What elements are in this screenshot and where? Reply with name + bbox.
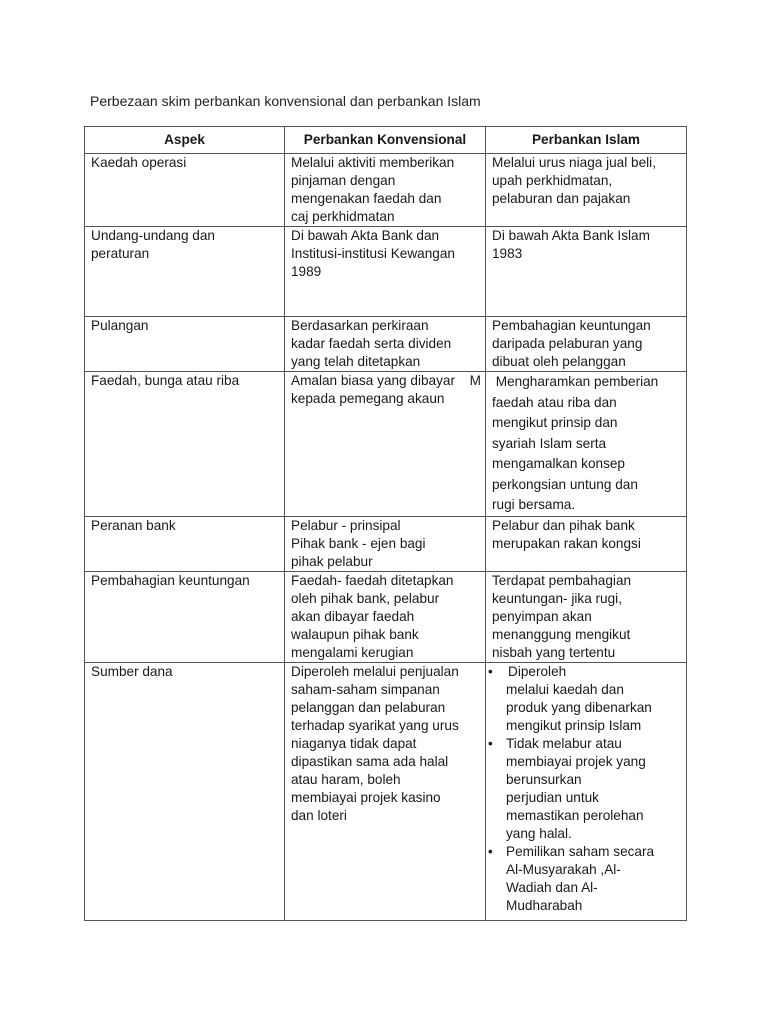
header-konvensional: Perbankan Konvensional <box>285 127 486 154</box>
islamic-cell <box>486 317 687 372</box>
cell-line: walaupun pihak bank <box>291 626 419 642</box>
cell-line: akan dibayar faedah <box>291 608 415 624</box>
cell-line: upah perkhidmatan, <box>492 173 613 188</box>
cell-line: keuntungan- jika rugi, <box>492 590 622 606</box>
cell-line: dipastikan sama ada halal <box>291 753 449 769</box>
aspect-cell: Faedah, bunga atau riba <box>85 372 285 517</box>
aspect-cell: Kaedah operasi <box>85 154 285 227</box>
bullet-item <box>488 843 682 915</box>
cell-line: Diperoleh <box>508 663 567 679</box>
cell-line: Melalui urus niaga jual beli, <box>492 155 656 170</box>
cell-line: dibuat oleh pelanggan <box>492 354 626 369</box>
document-title: Perbezaan skim perbankan konvensional dan perbankan Islam <box>90 93 481 109</box>
bullet-list <box>488 663 682 915</box>
cell-line: Al-Musyarakah ,Al- <box>506 861 621 877</box>
cell-line: Amalan biasa yang dibayar <box>291 373 455 388</box>
cell-line: pelaburan dan pajakan <box>492 191 631 206</box>
aspect-cell: Pembahagian keuntungan <box>85 571 285 662</box>
islamic-cell <box>486 372 687 517</box>
cell-line: terhadap syarikat yang urus <box>291 717 459 733</box>
cell-line: kadar faedah serta dividen <box>291 336 452 351</box>
islamic-cell <box>486 154 687 227</box>
aspect-cell <box>85 227 285 317</box>
cell-line: Melalui aktiviti memberikan <box>291 155 455 170</box>
cell-line: Pelabur dan pihak bank <box>492 517 635 533</box>
cell-line: produk yang dibenarkan <box>506 699 652 715</box>
cell-line: Diperoleh melalui penjualan <box>291 663 459 679</box>
bullet-icon: • <box>488 843 493 859</box>
cell-line: mengenakan faedah dan <box>291 191 442 206</box>
conventional-cell <box>285 317 486 372</box>
cell-line: Institusi-institusi Kewangan <box>291 246 455 261</box>
cell-line: Mudharabah <box>506 897 583 913</box>
cell-line: Berdasarkan perkiraan <box>291 318 429 333</box>
stray-mark: M <box>469 373 481 388</box>
cell-line: oleh pihak bank, pelabur <box>291 590 440 606</box>
cell-line: membiayai projek yang <box>506 753 646 769</box>
cell-line: Pemilikan saham secara <box>506 843 655 859</box>
conventional-cell <box>285 372 486 517</box>
cell-line: melalui kaedah dan <box>506 681 624 697</box>
conventional-cell <box>285 662 486 920</box>
cell-line: membiayai projek kasino <box>291 789 441 805</box>
cell-line: Wadiah dan Al- <box>506 879 598 895</box>
islamic-cell <box>486 571 687 662</box>
table-row <box>85 662 687 920</box>
comparison-table <box>84 126 687 921</box>
cell-line: perjudian untuk <box>506 789 599 805</box>
table-row <box>85 571 687 662</box>
cell-line: menanggung mengikut <box>492 626 631 642</box>
cell-line: syariah Islam serta <box>492 435 607 451</box>
table-row <box>85 372 687 517</box>
bullet-icon: • <box>488 663 493 679</box>
cell-line: pelanggan dan pelaburan <box>291 699 446 715</box>
cell-line: atau haram, boleh <box>291 771 401 787</box>
cell-line: nisbah yang tertentu <box>492 644 616 660</box>
cell-line: faedah atau riba dan <box>492 394 617 410</box>
cell-line: penyimpan akan <box>492 608 592 624</box>
table-row <box>85 154 687 227</box>
conventional-cell <box>285 227 486 317</box>
cell-line: Terdapat pembahagian <box>492 572 632 588</box>
table-row <box>85 227 687 317</box>
cell-line: niaganya tidak dapat <box>291 735 417 751</box>
table-row <box>85 516 687 571</box>
cell-line: berunsurkan <box>506 771 582 787</box>
cell-line: pihak pelabur <box>291 553 373 569</box>
cell-line: Di bawah Akta Bank dan <box>291 228 440 243</box>
islamic-cell <box>486 227 687 317</box>
cell-line: Undang-undang dan <box>91 228 215 243</box>
aspect-cell: Pulangan <box>85 317 285 372</box>
cell-line: Pihak bank - ejen bagi <box>291 535 426 551</box>
table-row <box>85 317 687 372</box>
cell-line: perkongsian untung dan <box>492 476 638 492</box>
bullet-icon: • <box>488 735 493 751</box>
cell-line: Tidak melabur atau <box>506 735 622 751</box>
cell-line: caj perkhidmatan <box>291 209 395 224</box>
bullet-item <box>488 663 682 735</box>
islamic-cell <box>486 516 687 571</box>
header-aspek: Aspek <box>85 127 285 154</box>
cell-line: 1989 <box>291 264 322 279</box>
cell-line: 1983 <box>492 246 523 261</box>
cell-line: daripada pelaburan yang <box>492 336 643 351</box>
cell-line: dan loteri <box>291 807 347 823</box>
aspect-cell: Sumber dana <box>85 662 285 920</box>
table-header-row <box>85 127 687 154</box>
cell-line: rugi bersama. <box>492 497 576 512</box>
header-islam: Perbankan Islam <box>486 127 687 154</box>
conventional-cell <box>285 516 486 571</box>
bullet-item <box>488 735 682 843</box>
cell-line: mengikut prinsip Islam <box>506 717 642 733</box>
conventional-cell <box>285 571 486 662</box>
cell-line: memastikan perolehan <box>506 807 644 823</box>
islamic-cell <box>486 662 687 920</box>
cell-line: yang halal. <box>506 825 572 841</box>
cell-line: kepada pemegang akaun <box>291 391 445 406</box>
cell-line: peraturan <box>91 246 150 261</box>
cell-line: mengalami kerugian <box>291 644 414 660</box>
cell-line: Di bawah Akta Bank Islam <box>492 228 650 243</box>
cell-line: mengamalkan konsep <box>492 456 625 471</box>
cell-line: Pelabur - prinsipal <box>291 517 401 533</box>
aspect-cell: Peranan bank <box>85 516 285 571</box>
cell-line: Mengharamkan pemberian <box>492 374 659 389</box>
cell-line: Pembahagian keuntungan <box>492 318 651 333</box>
cell-line: yang telah ditetapkan <box>291 354 421 369</box>
cell-line: merupakan rakan kongsi <box>492 535 641 551</box>
cell-line: Faedah- faedah ditetapkan <box>291 572 454 588</box>
cell-line: mengikut prinsip dan <box>492 415 618 430</box>
cell-line: saham-saham simpanan <box>291 681 440 697</box>
conventional-cell <box>285 154 486 227</box>
cell-line: pinjaman dengan <box>291 173 396 188</box>
